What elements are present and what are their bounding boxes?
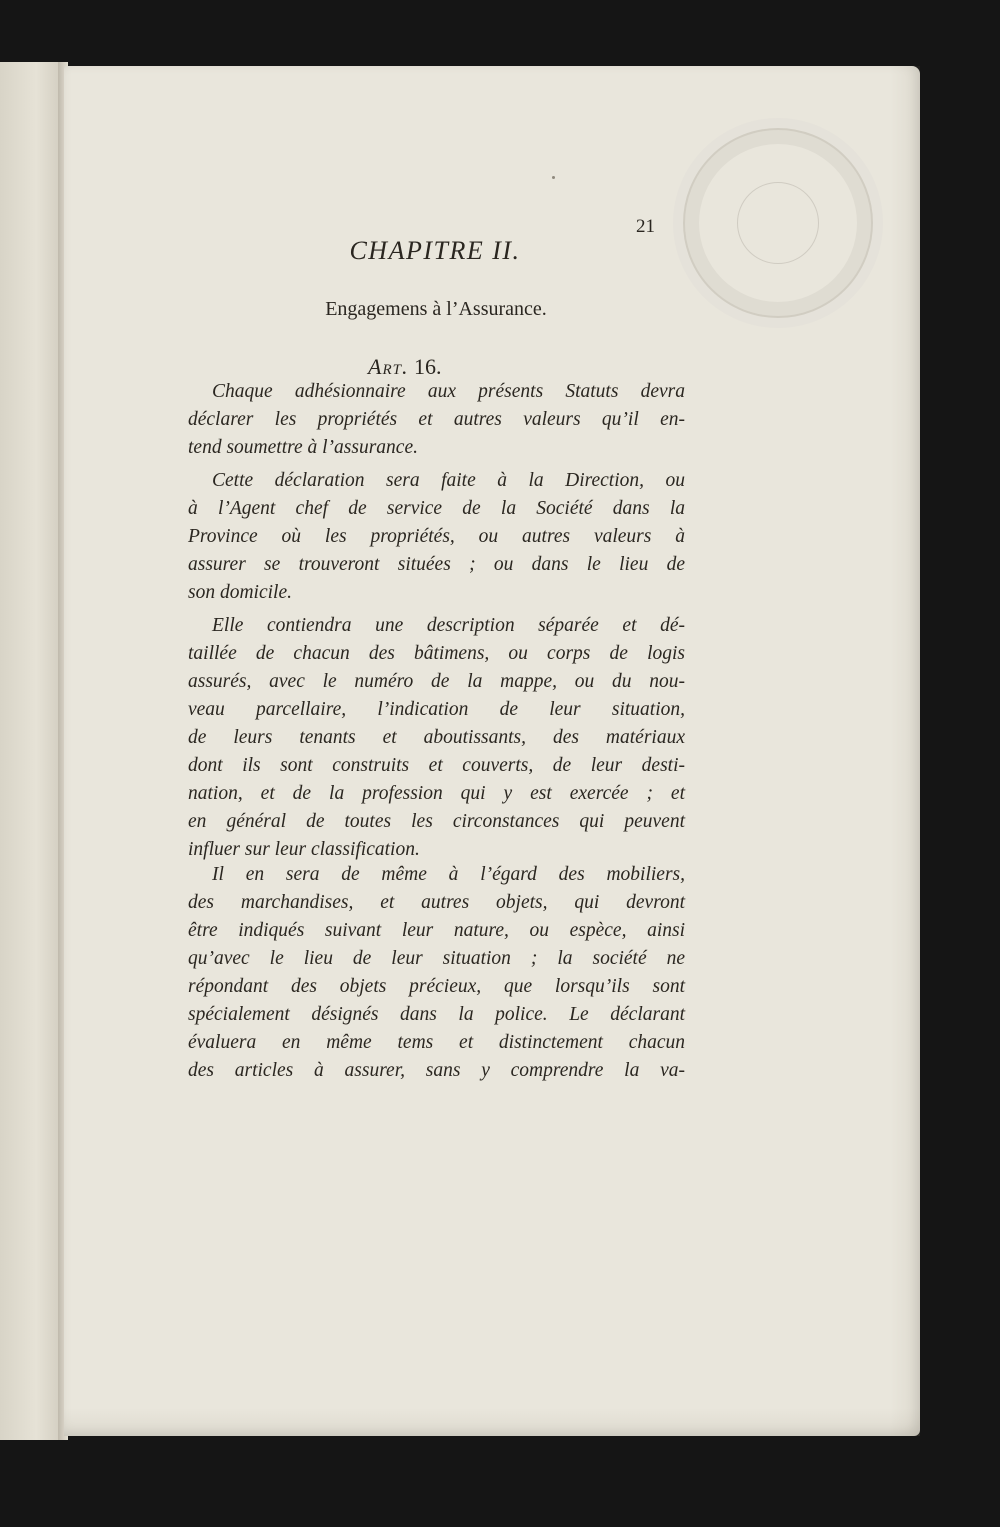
text-line: Cette déclaration sera faite à la Direction, ou — [212, 470, 685, 491]
text-line: dont ils sont construits et couverts, de leur desti- — [188, 755, 685, 776]
text-line: influer sur leur classification. — [188, 839, 420, 860]
text-line: Province où les propriétés, ou autres valeurs à — [188, 526, 685, 547]
text-line: assurés, avec le numéro de la mappe, ou du nou- — [188, 671, 685, 692]
page-number: 21 — [636, 216, 655, 237]
text-line: son domicile. — [188, 582, 292, 603]
text-line: nation, et de la profession qui y est exercée ; et — [188, 783, 685, 804]
article-label: Art. — [368, 354, 409, 379]
text-line: veau parcellaire, l’indication de leur situation, — [188, 699, 685, 720]
text-line: en général de toutes les circonstances qui peuvent — [188, 811, 685, 832]
text-line: Il en sera de même à l’égard des mobiliers, — [212, 864, 685, 885]
text-line: répondant des objets précieux, que lorsqu’ils sont — [188, 976, 685, 997]
section-title: Engagemens à l’Assurance. — [325, 298, 547, 320]
embossed-seal — [683, 128, 873, 318]
text-line: assurer se trouveront situées ; ou dans le lieu de — [188, 554, 685, 575]
text-line: tend soumettre à l’assurance. — [188, 437, 418, 458]
text-line: à l’Agent chef de service de la Société dans la — [188, 498, 685, 519]
text-line: déclarer les propriétés et autres valeurs qu’il en- — [188, 409, 685, 430]
text-line: évaluera en même tems et distinctement chacun — [188, 1032, 685, 1053]
text-line: des marchandises, et autres objets, qui devront — [188, 892, 685, 913]
text-line: Chaque adhésionnaire aux présents Statuts devra — [212, 381, 685, 402]
text-line: qu’avec le lieu de leur situation ; la société ne — [188, 948, 685, 969]
text-line: spécialement désignés dans la police. Le déclarant — [188, 1004, 685, 1025]
paper-speck — [552, 176, 555, 179]
article-heading — [368, 354, 441, 380]
text-line: être indiqués suivant leur nature, ou espèce, ainsi — [188, 920, 685, 941]
chapter-title: CHAPITRE II. — [349, 236, 521, 265]
facing-page-edge — [0, 62, 66, 1440]
text-line: Elle contiendra une description séparée et dé- — [212, 615, 685, 636]
text-line: de leurs tenants et aboutissants, des matériaux — [188, 727, 685, 748]
article-number: 16. — [413, 354, 442, 379]
text-line: des articles à assurer, sans y comprendre la va- — [188, 1060, 685, 1081]
text-line: taillée de chacun des bâtimens, ou corps de logis — [188, 643, 685, 664]
